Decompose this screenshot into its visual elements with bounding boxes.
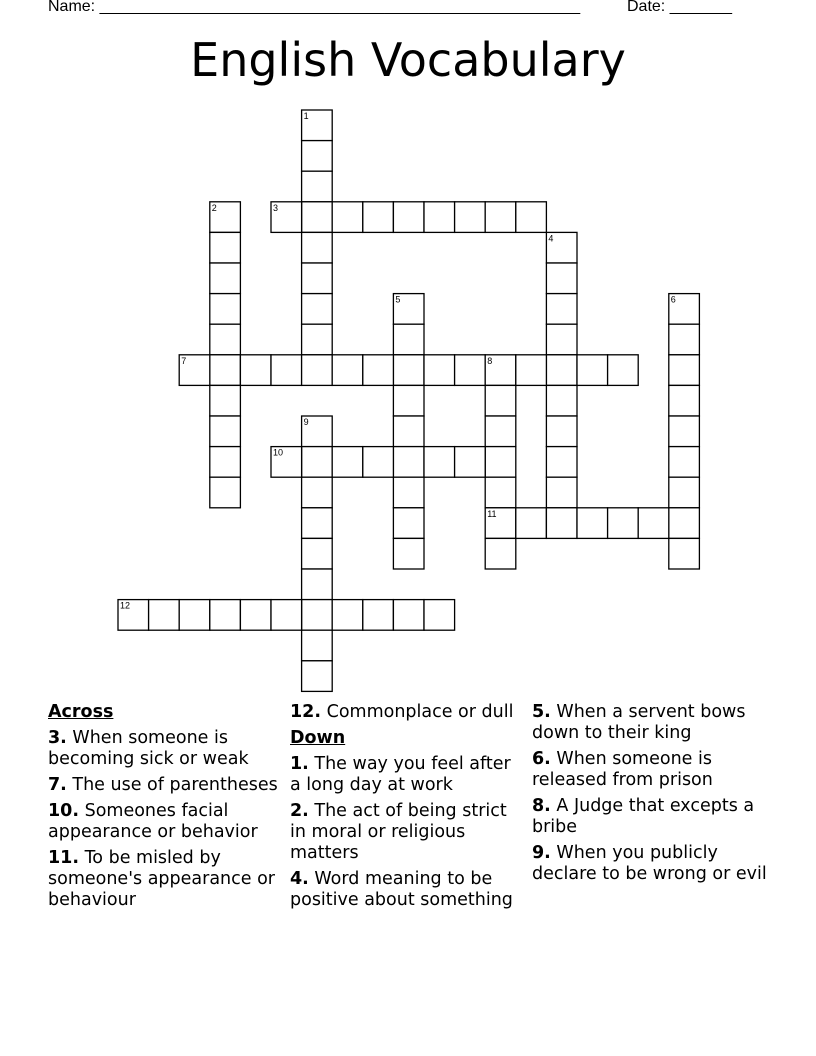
clue-text: Word meaning to be positive about something <box>290 869 513 910</box>
grid-cell[interactable] <box>608 508 639 539</box>
grid-cell[interactable] <box>669 355 700 386</box>
grid-cell[interactable] <box>393 324 424 355</box>
clue-number: 3. <box>48 728 67 748</box>
clue-text: When you publicly declare to be wrong or evil <box>532 843 767 884</box>
grid-cell[interactable] <box>332 202 363 233</box>
grid-cell[interactable] <box>210 232 241 263</box>
clue-across-3 <box>48 728 284 770</box>
grid-cell[interactable] <box>302 141 333 172</box>
grid-cell[interactable] <box>455 447 486 478</box>
clue-text: The way you feel after a long day at work <box>290 754 511 795</box>
grid-cell-number: 11 <box>487 508 497 519</box>
grid-cell[interactable] <box>302 508 333 539</box>
grid-cell[interactable] <box>577 508 608 539</box>
grid-cell[interactable] <box>210 385 241 416</box>
grid-cell[interactable] <box>577 355 608 386</box>
page-title: English Vocabulary <box>190 33 626 87</box>
clue-down-6 <box>532 749 768 791</box>
grid-cell[interactable] <box>302 661 333 692</box>
clue-text: When someone is released from prison <box>532 749 713 790</box>
clue-number: 1. <box>290 754 309 774</box>
grid-cell[interactable] <box>149 600 180 631</box>
grid-cell[interactable] <box>393 477 424 508</box>
grid-cell[interactable] <box>363 355 394 386</box>
grid-cell[interactable] <box>210 324 241 355</box>
grid-cell[interactable] <box>210 416 241 447</box>
clue-down-1 <box>290 754 526 796</box>
grid-cell[interactable] <box>210 294 241 325</box>
grid-cell[interactable] <box>669 508 700 539</box>
grid-cell[interactable] <box>393 508 424 539</box>
clue-down-5 <box>532 702 768 744</box>
grid-cell[interactable] <box>516 355 547 386</box>
grid-cell[interactable] <box>669 324 700 355</box>
grid-cell[interactable] <box>516 508 547 539</box>
grid-cell[interactable] <box>363 202 394 233</box>
grid-cell[interactable] <box>271 600 302 631</box>
clue-text: The act of being strict in moral or religious matters <box>290 801 507 863</box>
clue-across-10 <box>48 801 284 843</box>
grid-cell[interactable] <box>393 385 424 416</box>
grid-cell[interactable] <box>302 202 333 233</box>
grid-cell[interactable] <box>669 477 700 508</box>
grid-cell[interactable] <box>455 355 486 386</box>
clue-number: 10. <box>48 801 80 821</box>
grid-cell[interactable] <box>485 202 516 233</box>
grid-cell[interactable] <box>546 416 577 447</box>
grid-cell[interactable] <box>332 447 363 478</box>
clue-down-2 <box>290 801 526 864</box>
grid-cell-number: 2 <box>211 202 217 213</box>
grid-cell[interactable] <box>546 447 577 478</box>
grid-cell[interactable] <box>669 447 700 478</box>
name-field-label: Name: ______________________________________________________ <box>48 0 581 15</box>
clues-column-3 <box>532 702 768 890</box>
grid-cell[interactable] <box>210 447 241 478</box>
grid-cell[interactable] <box>302 569 333 600</box>
grid-cell[interactable] <box>302 477 333 508</box>
grid-cell[interactable] <box>210 600 241 631</box>
grid-cell[interactable] <box>179 600 210 631</box>
grid-cell[interactable] <box>302 263 333 294</box>
clue-text: A Judge that excepts a bribe <box>532 796 755 837</box>
grid-cell[interactable] <box>393 202 424 233</box>
clue-number: 8. <box>532 796 551 816</box>
grid-cell-number: 9 <box>303 417 309 427</box>
clue-text: When someone is becoming sick or weak <box>48 728 249 769</box>
grid-cell[interactable] <box>363 447 394 478</box>
grid-cell[interactable] <box>393 447 424 478</box>
grid-cell[interactable] <box>271 355 302 386</box>
grid-cell[interactable] <box>669 538 700 569</box>
grid-cell-number: 7 <box>181 355 187 366</box>
grid-cell[interactable] <box>424 600 455 631</box>
down-heading: Down <box>290 728 346 748</box>
clue-number: 6. <box>532 749 551 769</box>
grid-cell[interactable] <box>546 324 577 355</box>
clue-number: 7. <box>48 775 67 795</box>
grid-cell[interactable] <box>393 538 424 569</box>
clue-across-7 <box>48 775 284 796</box>
grid-cell-number: 3 <box>273 202 279 213</box>
grid-cell[interactable] <box>302 171 333 202</box>
grid-cell-number: 8 <box>487 355 493 366</box>
grid-cell[interactable] <box>485 477 516 508</box>
clue-number: 4. <box>290 869 309 889</box>
clues-column-2 <box>290 702 526 916</box>
grid-cell[interactable] <box>302 355 333 386</box>
grid-cell[interactable] <box>546 477 577 508</box>
grid-cell-number: 12 <box>120 600 131 611</box>
clue-down-4 <box>290 869 526 911</box>
grid-cell[interactable] <box>240 355 271 386</box>
grid-cell[interactable] <box>608 355 639 386</box>
across-heading: Across <box>48 702 114 722</box>
clue-down-9 <box>532 843 768 885</box>
clue-number: 5. <box>532 702 551 722</box>
grid-cell[interactable] <box>393 600 424 631</box>
grid-cell[interactable] <box>393 416 424 447</box>
grid-cell[interactable] <box>485 416 516 447</box>
clue-number: 2. <box>290 801 309 821</box>
grid-cell[interactable] <box>546 508 577 539</box>
clues-column-1 <box>48 702 284 916</box>
grid-cell[interactable] <box>302 232 333 263</box>
grid-cell[interactable] <box>302 600 333 631</box>
grid-cell[interactable] <box>302 447 333 478</box>
grid-cell[interactable] <box>332 355 363 386</box>
grid-cell[interactable] <box>302 294 333 325</box>
clue-number: 11. <box>48 848 80 868</box>
grid-cell[interactable] <box>669 385 700 416</box>
grid-cell[interactable] <box>424 447 455 478</box>
grid-cell-number: 1 <box>303 111 309 121</box>
grid-cell[interactable] <box>210 355 241 386</box>
grid-cell-number: 5 <box>395 294 401 305</box>
grid-cell[interactable] <box>424 202 455 233</box>
clue-down-8 <box>532 796 768 838</box>
grid-cell[interactable] <box>485 385 516 416</box>
clue-across-11 <box>48 848 284 911</box>
grid-cell[interactable] <box>302 324 333 355</box>
clue-text: The use of parentheses <box>72 775 278 795</box>
grid-cell[interactable] <box>240 600 271 631</box>
grid-cell[interactable] <box>424 355 455 386</box>
clue-text: To be misled by someone's appearance or behaviour <box>48 848 275 910</box>
grid-cell[interactable] <box>455 202 486 233</box>
grid-cell[interactable] <box>332 600 363 631</box>
grid-cell[interactable] <box>546 263 577 294</box>
grid-cell[interactable] <box>546 355 577 386</box>
clue-text: Commonplace or dull <box>326 702 514 722</box>
grid-cell[interactable] <box>393 355 424 386</box>
grid-cell[interactable] <box>302 538 333 569</box>
date-field-label: Date: _______ <box>627 0 732 15</box>
grid-cell[interactable] <box>669 416 700 447</box>
grid-cell[interactable] <box>485 447 516 478</box>
grid-cell[interactable] <box>546 294 577 325</box>
grid-cell-number: 10 <box>273 447 284 458</box>
clue-number: 9. <box>532 843 551 863</box>
grid-cell[interactable] <box>302 630 333 661</box>
grid-cell-number: 6 <box>670 294 676 305</box>
grid-cell[interactable] <box>485 538 516 569</box>
clue-text: When a servent bows down to their king <box>532 702 746 743</box>
grid-cell[interactable] <box>363 600 394 631</box>
grid-cell[interactable] <box>546 385 577 416</box>
grid-cell-number: 4 <box>548 233 554 244</box>
clue-text: Someones facial appearance or behavior <box>48 801 258 842</box>
grid-cell[interactable] <box>516 202 547 233</box>
clue-number: 12. <box>290 702 322 722</box>
grid-cell[interactable] <box>210 477 241 508</box>
grid-cell[interactable] <box>638 508 669 539</box>
clue-across-12 <box>290 702 526 723</box>
grid-cell[interactable] <box>210 263 241 294</box>
